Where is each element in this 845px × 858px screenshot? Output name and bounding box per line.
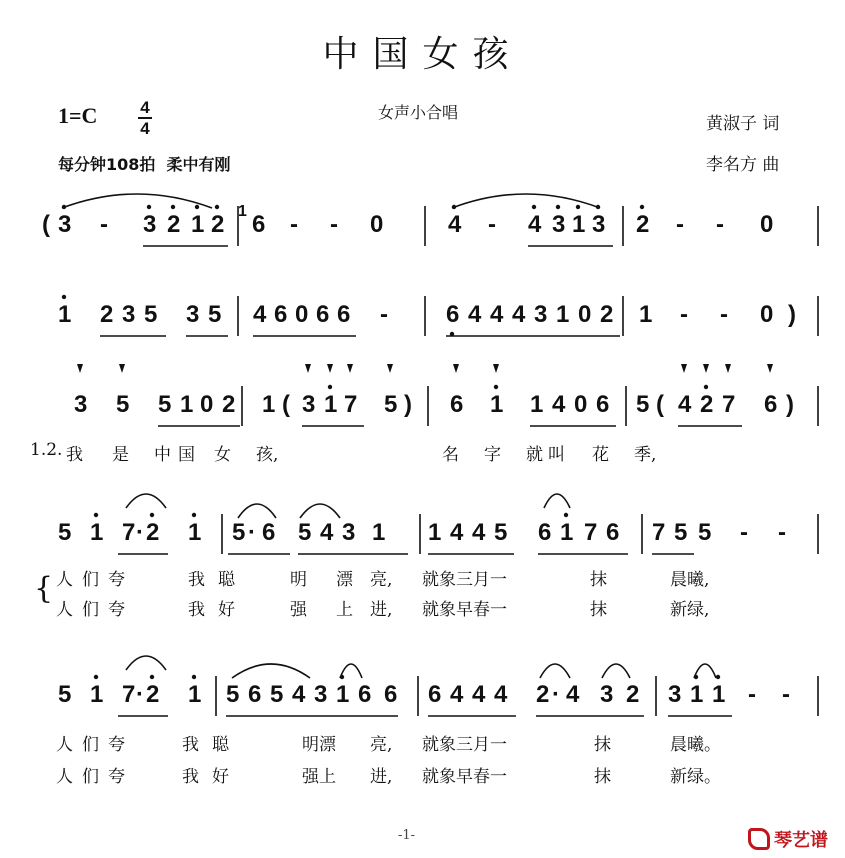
note: 3: [74, 391, 88, 418]
octave-dot: [150, 513, 154, 517]
octave-dot: [640, 205, 644, 209]
note: 7: [122, 519, 136, 546]
note: 1: [90, 681, 104, 708]
accent-mark: [327, 364, 333, 373]
lyric-syllable: 花: [592, 445, 609, 465]
note: 6: [337, 301, 351, 328]
accent-mark: [681, 364, 687, 373]
note: 6: [358, 681, 372, 708]
octave-dot: [192, 513, 196, 517]
note: ·: [552, 681, 560, 708]
tempo: 每分钟108拍: [58, 155, 156, 174]
note: 6: [764, 391, 778, 418]
slur: [232, 664, 310, 678]
accent-mark: [767, 364, 773, 373]
note: 2: [222, 391, 236, 418]
octave-dot: [576, 205, 580, 209]
note: 3: [600, 681, 614, 708]
note: 5: [298, 519, 312, 546]
brand-icon: [748, 828, 770, 850]
note: 1: [490, 391, 504, 418]
octave-dot: [328, 385, 332, 389]
lyric-syllable: 字: [484, 445, 501, 465]
lyric-syllable: 进,: [370, 600, 393, 620]
note: 3: [58, 211, 72, 238]
note: 3: [314, 681, 328, 708]
slur: [238, 504, 276, 518]
lyric-syllable: 孩,: [256, 445, 279, 465]
lyric-syllable: 人: [56, 767, 73, 787]
note: 2: [146, 519, 160, 546]
note: ·: [136, 681, 144, 708]
note: -: [716, 211, 724, 238]
accent-mark: [387, 364, 393, 373]
note: 1: [560, 519, 574, 546]
note: 3: [122, 301, 136, 328]
lyric-syllable: 新绿。: [670, 767, 721, 787]
note: 1: [188, 681, 202, 708]
note: 6: [252, 211, 266, 238]
lyric-syllable: 晨曦。: [670, 735, 721, 755]
note: -: [778, 519, 786, 546]
note: 2: [536, 681, 550, 708]
note: 1: [336, 681, 350, 708]
lyric-syllable: 我: [188, 570, 205, 590]
accent-mark: [347, 364, 353, 373]
slur: [126, 494, 166, 508]
note: 5: [232, 519, 246, 546]
note: 2: [167, 211, 181, 238]
note: 1: [530, 391, 544, 418]
repeat-mark: 1: [238, 203, 247, 220]
note: 1: [188, 519, 202, 546]
performance-type: 女声小合唱: [378, 103, 459, 122]
lyric-syllable: 抹: [594, 735, 611, 755]
slur: [544, 494, 570, 508]
octave-dot: [532, 205, 536, 209]
lyric-syllable: 强上: [302, 767, 336, 787]
note: 1: [712, 681, 726, 708]
lyric-syllable: 明漂: [302, 735, 336, 755]
lyric-syllable: 强: [290, 600, 307, 620]
note: 2: [100, 301, 114, 328]
note: 4: [678, 391, 692, 418]
lyric-syllable: 聪: [212, 735, 229, 755]
note: 5: [384, 391, 398, 418]
lyric-syllable: 抹: [590, 600, 607, 620]
lyric-syllable: 们: [82, 570, 99, 590]
note: 3: [143, 211, 157, 238]
note: 1: [324, 391, 338, 418]
note: 2: [626, 681, 640, 708]
accent-mark: [493, 364, 499, 373]
octave-dot: [494, 385, 498, 389]
note: (: [42, 211, 50, 238]
accent-mark: [453, 364, 459, 373]
octave-dot: [147, 205, 151, 209]
note: ): [788, 301, 796, 328]
note: ): [404, 391, 412, 418]
note: 4: [472, 681, 486, 708]
lyric-syllable: 亮,: [370, 570, 393, 590]
accent-mark: [305, 364, 311, 373]
note: -: [488, 211, 496, 238]
lyric-syllable: 就象三月一: [422, 735, 507, 755]
octave-dot: [564, 513, 568, 517]
lyric-syllable: 就: [526, 445, 543, 465]
lyric-syllable: 抹: [590, 570, 607, 590]
note: 6: [274, 301, 288, 328]
note: 4: [552, 391, 566, 418]
note: -: [782, 681, 790, 708]
lyric-syllable: 明: [290, 570, 307, 590]
note: 7: [584, 519, 598, 546]
note: 5: [58, 681, 72, 708]
note: -: [740, 519, 748, 546]
lyric-syllable: 进,: [370, 767, 393, 787]
lyric-syllable: 是: [112, 445, 129, 465]
note: 3: [552, 211, 566, 238]
octave-dot: [94, 513, 98, 517]
lyric-syllable: 上: [336, 600, 353, 620]
lyric-syllable: 中: [154, 445, 171, 465]
lyric-syllable: 们: [82, 735, 99, 755]
note: 0: [574, 391, 588, 418]
note: 3: [342, 519, 356, 546]
note: 5: [636, 391, 650, 418]
note: 1: [556, 301, 570, 328]
note: ·: [248, 519, 256, 546]
note: 4: [566, 681, 580, 708]
key-signature: 1=C: [58, 103, 98, 128]
note: 7: [344, 391, 358, 418]
note: 7: [122, 681, 136, 708]
lyric-syllable: 名: [442, 445, 459, 465]
song-title: 中国女孩: [322, 34, 523, 75]
lyric-syllable: 新绿,: [670, 600, 710, 620]
page-number: -1-: [398, 828, 416, 843]
note: 7: [722, 391, 736, 418]
note: -: [100, 211, 108, 238]
note: 6: [450, 391, 464, 418]
time-signature-top: 4: [140, 98, 150, 117]
slur: [300, 504, 340, 518]
note: 5: [494, 519, 508, 546]
accent-mark: [703, 364, 709, 373]
octave-dot: [195, 205, 199, 209]
slur: [126, 656, 166, 670]
note: 1: [58, 301, 72, 328]
note: 7: [652, 519, 666, 546]
note: 5: [674, 519, 688, 546]
note: 5: [58, 519, 72, 546]
lyric-syllable: 好: [218, 600, 235, 620]
note: 0: [200, 391, 214, 418]
note: -: [720, 301, 728, 328]
note: 0: [370, 211, 384, 238]
lyric-syllable: 夸: [108, 570, 125, 590]
slur: [540, 664, 570, 678]
note: 6: [384, 681, 398, 708]
octave-dot: [94, 675, 98, 679]
composer: 李名方 曲: [706, 155, 780, 175]
lyric-syllable: 就象早春一: [422, 600, 507, 620]
lyric-syllable: 夸: [108, 735, 125, 755]
octave-dot: [150, 675, 154, 679]
note: ): [786, 391, 794, 418]
octave-dot: [704, 385, 708, 389]
note: 1: [90, 519, 104, 546]
note: 0: [295, 301, 309, 328]
note: 5: [158, 391, 172, 418]
lyric-syllable: 国: [178, 445, 195, 465]
note: (: [282, 391, 290, 418]
note: 1: [180, 391, 194, 418]
lyric-syllable: 女: [214, 445, 231, 465]
note: 4: [512, 301, 526, 328]
note: 6: [606, 519, 620, 546]
lyric-syllable: 人: [56, 735, 73, 755]
note: 4: [450, 519, 464, 546]
note: 5: [270, 681, 284, 708]
octave-dot: [215, 205, 219, 209]
note: -: [680, 301, 688, 328]
note: -: [676, 211, 684, 238]
lyric-syllable: 我: [182, 767, 199, 787]
note: ·: [136, 519, 144, 546]
lyric-syllable: 人: [56, 600, 73, 620]
note: 4: [472, 519, 486, 546]
note: 2: [600, 301, 614, 328]
note: 0: [578, 301, 592, 328]
lyric-syllable: 聪: [218, 570, 235, 590]
note: 4: [253, 301, 267, 328]
note: 5: [226, 681, 240, 708]
brand-logo: [748, 826, 828, 852]
note: 3: [668, 681, 682, 708]
note: 1: [572, 211, 586, 238]
note: -: [380, 301, 388, 328]
lyric-syllable: 季,: [634, 445, 657, 465]
note: 1: [639, 301, 653, 328]
note: -: [290, 211, 298, 238]
note: 5: [208, 301, 222, 328]
expression: 柔中有刚: [166, 155, 231, 174]
note: 2: [146, 681, 160, 708]
lyric-syllable: 们: [82, 767, 99, 787]
note: 0: [760, 211, 774, 238]
note: 6: [428, 681, 442, 708]
note: 3: [592, 211, 606, 238]
lyric-syllable: 抹: [594, 767, 611, 787]
note: 4: [450, 681, 464, 708]
brand-name: 琴艺谱: [774, 830, 828, 851]
note: -: [330, 211, 338, 238]
lyric-syllable: 人: [56, 570, 73, 590]
lyric-syllable: 亮,: [370, 735, 393, 755]
lyric-syllable: 叫: [548, 445, 565, 465]
lyric-syllable: 好: [212, 767, 229, 787]
octave-dot: [556, 205, 560, 209]
note: 5: [116, 391, 130, 418]
lyric-syllable: 我: [188, 600, 205, 620]
note: 5: [144, 301, 158, 328]
note: 1: [191, 211, 205, 238]
note: 1: [428, 519, 442, 546]
note: 4: [320, 519, 334, 546]
note: 6: [446, 301, 460, 328]
slur: [62, 194, 212, 208]
octave-dot: [192, 675, 196, 679]
note: 3: [302, 391, 316, 418]
note: 5: [698, 519, 712, 546]
note: 6: [538, 519, 552, 546]
note: 6: [596, 391, 610, 418]
octave-dot: [62, 295, 66, 299]
note: 4: [292, 681, 306, 708]
note: -: [748, 681, 756, 708]
lyric-syllable: 晨曦,: [670, 570, 710, 590]
note: 6: [262, 519, 276, 546]
note: 1: [262, 391, 276, 418]
lyric-syllable: 我: [182, 735, 199, 755]
accent-mark: [725, 364, 731, 373]
note: 2: [636, 211, 650, 238]
lyric-syllable: 夸: [108, 600, 125, 620]
verse-brace: {: [34, 571, 54, 606]
lyric-syllable: 漂: [336, 570, 353, 590]
note: 1: [372, 519, 386, 546]
note: 4: [494, 681, 508, 708]
note: 2: [700, 391, 714, 418]
note: 0: [760, 301, 774, 328]
note: 3: [186, 301, 200, 328]
slur: [602, 664, 630, 678]
note: (: [656, 391, 664, 418]
lyric-syllable: 夸: [108, 767, 125, 787]
note: 1: [690, 681, 704, 708]
lyric-syllable: 们: [82, 600, 99, 620]
lyric-syllable: 就象三月一: [422, 570, 507, 590]
note: 4: [528, 211, 542, 238]
note: 4: [448, 211, 462, 238]
note: 6: [248, 681, 262, 708]
octave-dot: [171, 205, 175, 209]
note: 6: [316, 301, 330, 328]
score-lines: [62, 194, 818, 716]
note: 3: [534, 301, 548, 328]
lyric-syllable: 1.2.: [30, 440, 63, 460]
lyricist: 黄淑子 词: [706, 114, 780, 134]
note: 4: [468, 301, 482, 328]
note: 2: [211, 211, 225, 238]
note: 4: [490, 301, 504, 328]
accent-mark: [119, 364, 125, 373]
time-signature-bottom: 4: [140, 119, 150, 138]
lyric-syllable: 我: [66, 445, 83, 465]
accent-mark: [77, 364, 83, 373]
lyric-syllable: 就象早春一: [422, 767, 507, 787]
